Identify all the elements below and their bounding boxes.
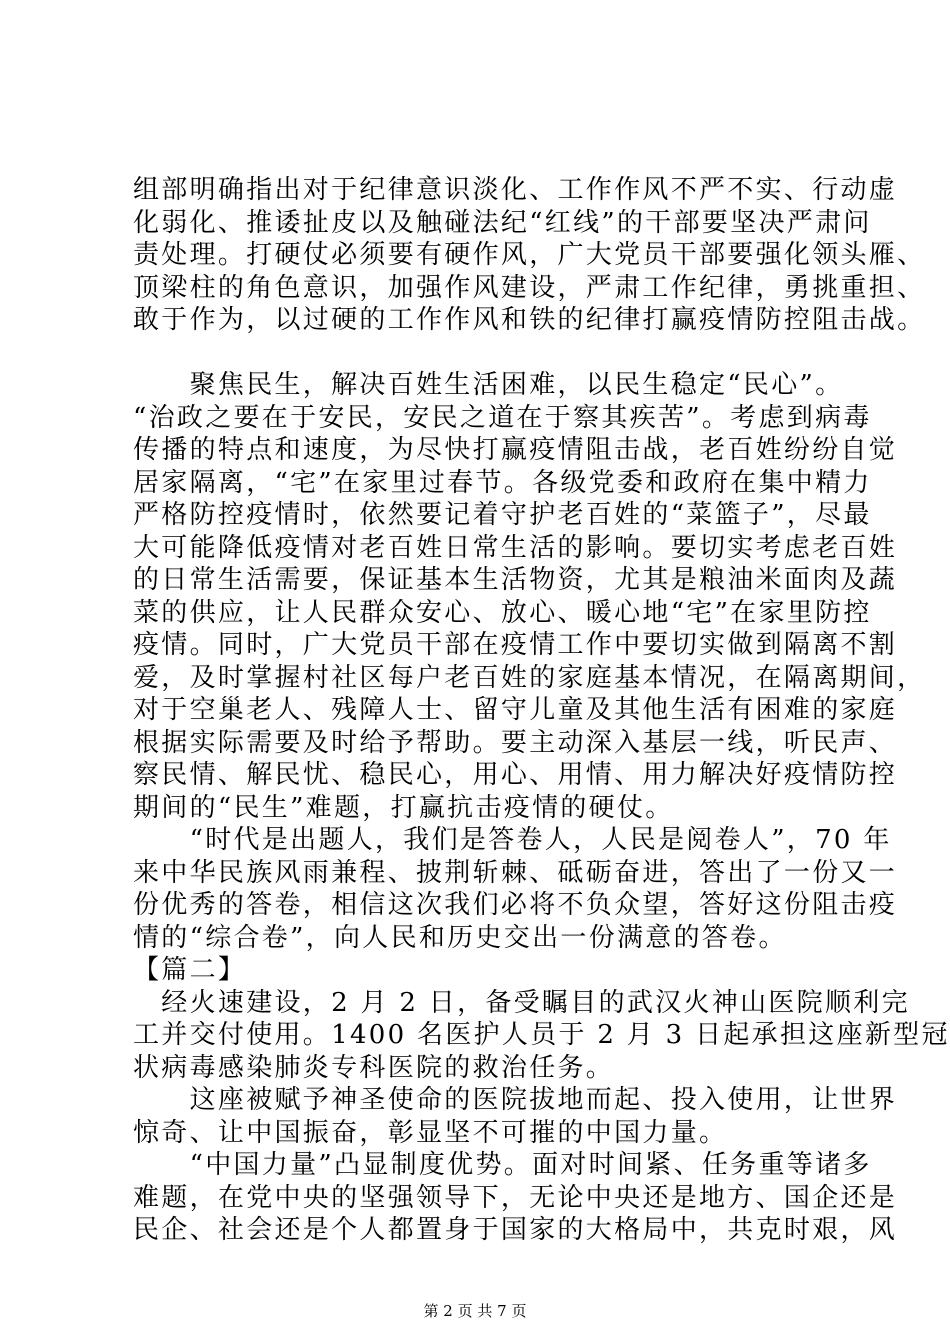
text-line: “时代是出题人，我们是答卷人，人民是阅卷人”，70 年 [133, 825, 892, 855]
text-line: 疫情。同时，广大党员干部在疫情工作中要切实做到隔离不割 [133, 630, 898, 660]
text-line: 对于空巢老人、残障人士、留守儿童及其他生活有困难的家庭 [133, 695, 898, 725]
text-line: 份优秀的答卷，相信这次我们必将不负众望，答好这份阻击疫 [133, 890, 898, 920]
page-number-footer: 第 2 页 共 7 页 [423, 1302, 527, 1320]
text-line: “中国力量”凸显制度优势。面对时间紧、任务重等诸多 [133, 1150, 872, 1180]
paragraph-gap [133, 337, 833, 370]
text-line: 根据实际需要及时给予帮助。要主动深入基层一线，听民声、 [133, 727, 898, 758]
text-line: 状病毒感染肺炎专科医院的救治任务。 [133, 1052, 615, 1083]
text-line: 顶梁柱的角色意识，加强作风建设，严肃工作纪律，勇挑重担、 [133, 272, 926, 303]
text-line: 聚焦民生，解决百姓生活困难，以民生稳定“民心”。 [133, 370, 844, 400]
text-line: 责处理。打硬仗必须要有硬作风，广大党员干部要强化领头雁、 [133, 240, 926, 270]
text-line: 来中华民族风雨兼程、披荆斩棘、砥砺奋进，答出了一份又一 [133, 857, 898, 888]
text-line: 组部明确指出对于纪律意识淡化、工作作风不严不实、行动虚 [133, 175, 898, 205]
text-line: 期间的“民生”难题，打赢抗击疫情的硬仗。 [133, 792, 674, 823]
text-line: 大可能降低疫情对老百姓日常生活的影响。要切实考虑老百姓 [133, 532, 898, 563]
text-line: 菜的供应，让人民群众安心、放心、暖心地“宅”在家里防控 [133, 597, 872, 628]
text-line: 难题，在党中央的坚强领导下，无论中央还是地方、国企还是 [133, 1182, 898, 1213]
text-line: 这座被赋予神圣使命的医院拔地而起、投入使用，让世界 [133, 1085, 898, 1115]
text-line: 惊奇、让中国振奋，彰显坚不可摧的中国力量。 [133, 1117, 728, 1148]
text-line: 化弱化、推诿扯皮以及触碰法纪“红线”的干部要坚决严肃问 [133, 207, 872, 238]
text-line: “治政之要在于安民，安民之道在于察其疾苦”。考虑到病毒 [133, 402, 872, 433]
text-line: 居家隔离，“宅”在家里过春节。各级党委和政府在集中精力 [133, 467, 872, 498]
text-line: 工并交付使用。1400 名医护人员于 2 月 3 日起承担这座新型冠 [133, 1020, 950, 1050]
text-line: 经火速建设，2 月 2 日，备受瞩目的武汉火神山医院顺利完 [133, 987, 910, 1018]
text-line: 爱，及时掌握村社区每户老百姓的家庭基本情况，在隔离期间， [133, 662, 926, 693]
document-body [133, 174, 950, 1247]
text-line: 的日常生活需要，保证基本生活物资，尤其是粮油米面肉及蔬 [133, 565, 898, 595]
text-line: 【篇二】 [133, 955, 247, 985]
text-line: 严格防控疫情时，依然要记着守护老百姓的“菜篮子”，尽最 [133, 500, 872, 530]
text-line: 敢于作为，以过硬的工作作风和铁的纪律打赢疫情防控阻击战。 [133, 305, 926, 335]
text-line: 察民情、解民忧、稳民心，用心、用情、用力解决好疫情防控 [133, 760, 898, 790]
text-line: 民企、社会还是个人都置身于国家的大格局中，共克时艰，风 [133, 1215, 898, 1245]
text-line: 传播的特点和速度，为尽快打赢疫情阻击战，老百姓纷纷自觉 [133, 435, 898, 465]
text-line: 情的“综合卷”，向人民和历史交出一份满意的答卷。 [133, 922, 787, 953]
